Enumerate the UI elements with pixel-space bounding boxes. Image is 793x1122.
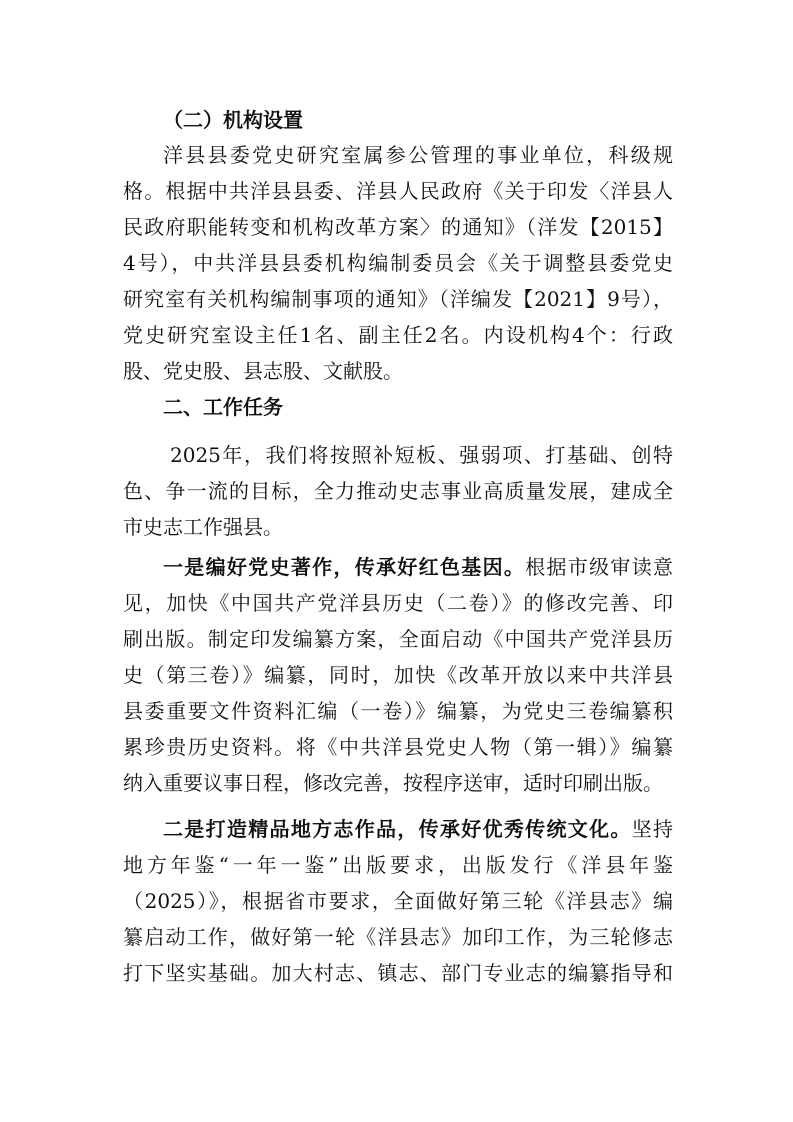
task1-first-line-rest: 根据市级审读意: [525, 555, 674, 579]
paragraph-line: 民政府职能转变和机构改革方案〉的通知》（洋发【2015】: [123, 215, 673, 239]
task2-first-line: [163, 815, 673, 843]
section-heading-tasks: 二、工作任务: [163, 395, 283, 419]
paragraph-line: 纂启动工作，做好第一轮《洋县志》加印工作，为三轮修志: [123, 925, 673, 949]
paragraph-line: 市史志工作强县。: [123, 515, 283, 539]
paragraph-line: 研究室有关机构编制事项的通知》（洋编发【2021】9号），: [123, 287, 673, 311]
paragraph-line: 县委重要文件资料汇编（一卷）》编纂，为党史三卷编纂积: [123, 699, 673, 723]
paragraph-line: 2025年，我们将按照补短板、强弱项、打基础、创特: [170, 443, 673, 467]
section-heading-institution: （二）机构设置: [163, 108, 303, 132]
task2-first-line-rest: 坚持: [631, 817, 674, 841]
paragraph-line: 党史研究室设主任1名、副主任2名。内设机构4个：行政: [123, 323, 673, 347]
paragraph-line: 打下坚实基础。加大村志、镇志、部门专业志的编纂指导和: [123, 961, 673, 985]
paragraph-line: 刷出版。制定印发编纂方案，全面启动《中国共产党洋县历: [123, 627, 673, 651]
paragraph-line: 累珍贵历史资料。将《中共洋县党史人物（第一辑）》编纂: [123, 735, 673, 759]
task2-lead: 二是打造精品地方志作品，传承好优秀传统文化。: [163, 817, 632, 841]
paragraph-line: 色、争一流的目标，全力推动史志事业高质量发展，建成全: [123, 479, 673, 503]
paragraph-line: 股、党史股、县志股、文献股。: [123, 359, 403, 383]
paragraph-line: （2025）》，根据省市要求，全面做好第三轮《洋县志》编: [123, 889, 673, 913]
task1-lead: 一是编好党史著作，传承好红色基因。: [163, 555, 526, 579]
paragraph-line: 见，加快《中国共产党洋县历史（二卷）》的修改完善、印: [123, 591, 673, 615]
paragraph-line: 洋县县委党史研究室属参公管理的事业单位，科级规: [163, 143, 673, 167]
paragraph-line: 史（第三卷）》编纂，同时，加快《改革开放以来中共洋县: [123, 663, 673, 687]
paragraph-line: 地方年鉴“一年一鉴”出版要求，出版发行《洋县年鉴: [123, 853, 673, 877]
paragraph-line: 格。根据中共洋县县委、洋县人民政府《关于印发〈洋县人: [123, 179, 673, 203]
task1-first-line: [163, 553, 673, 581]
paragraph-line: 纳入重要议事日程，修改完善，按程序送审，适时印刷出版。: [123, 771, 663, 795]
paragraph-line: 4号），中共洋县县委机构编制委员会《关于调整县委党史: [123, 251, 673, 275]
